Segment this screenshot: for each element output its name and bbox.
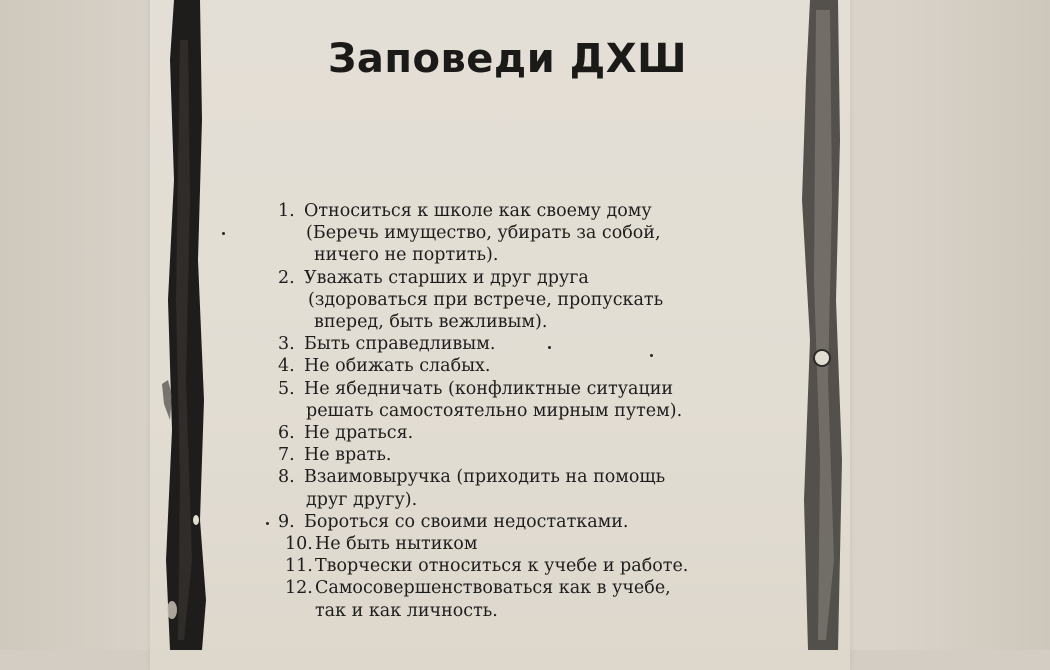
item-number: 8.: [278, 467, 295, 488]
list-item: [278, 466, 798, 510]
right-decorative-border: [792, 0, 852, 650]
item-line: Творчески относиться к учебе и работе.: [315, 556, 689, 577]
item-line: друг другу).: [306, 489, 418, 510]
page-title: Заповеди ДХШ: [327, 36, 688, 82]
list-item: [278, 533, 798, 555]
item-line: Быть справедливым.: [304, 334, 496, 355]
list-item: [278, 422, 798, 444]
item-number: 10.: [285, 534, 313, 555]
item-line: Относиться к школе как своему дому: [304, 201, 652, 221]
list-item: [278, 555, 798, 577]
item-line: Взаимовыручка (приходить на помощь: [304, 467, 666, 488]
item-line: Самосовершенствоваться как в учебе,: [315, 578, 671, 599]
item-line: Не ябедничать (конфликтные ситуации: [304, 378, 674, 399]
item-number: 9.: [278, 511, 295, 532]
list-item: [278, 577, 798, 621]
list-item: [278, 444, 798, 466]
item-line: ничего не портить).: [314, 245, 499, 266]
item-line: решать самостоятельно мирным путем).: [306, 400, 683, 421]
item-number: 12.: [285, 578, 313, 599]
item-number: 11.: [285, 556, 313, 577]
ink-speck: [650, 354, 653, 357]
item-number: 7.: [278, 445, 295, 466]
ink-speck: [266, 522, 269, 525]
item-line: вперед, быть вежливым).: [314, 312, 548, 333]
item-line: Не быть нытиком: [315, 534, 478, 555]
list-item: [278, 511, 798, 533]
item-number: 6.: [278, 423, 295, 444]
item-line: (Беречь имущество, убирать за собой,: [306, 223, 661, 244]
list-item: [278, 355, 798, 377]
list-item: [278, 200, 798, 267]
item-number: 5.: [278, 378, 295, 399]
item-line: Не обижать слабых.: [304, 356, 491, 377]
item-line: так и как личность.: [315, 600, 498, 621]
commandments-list: [278, 200, 798, 622]
item-number: 3.: [278, 334, 295, 355]
item-number: 2.: [278, 267, 295, 288]
ink-speck: [222, 232, 225, 235]
left-decorative-border: [160, 0, 210, 650]
list-item: [278, 267, 798, 334]
ink-speck: [548, 346, 551, 349]
item-line: (здороваться при встрече, пропускать: [308, 289, 664, 310]
item-line: Бороться со своими недостатками.: [304, 511, 629, 532]
item-line: Не врать.: [304, 445, 392, 466]
item-number: 1.: [278, 201, 295, 221]
item-line: Не драться.: [304, 423, 414, 444]
item-line: Уважать старших и друг друга: [304, 267, 589, 288]
item-number: 4.: [278, 356, 295, 377]
list-item: [278, 333, 798, 355]
list-item: [278, 378, 798, 422]
